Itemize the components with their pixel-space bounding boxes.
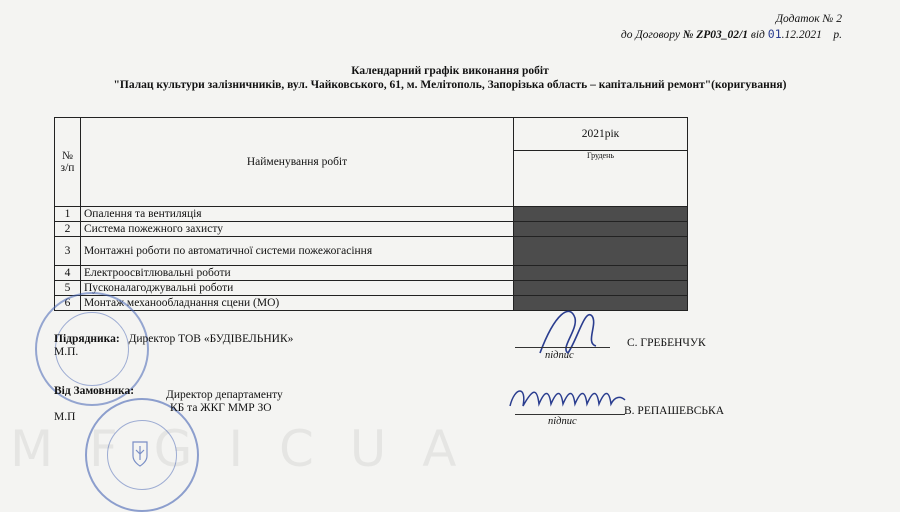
contractor-block [54, 333, 293, 345]
schedule-bar [514, 222, 688, 237]
customer-sign-caption: підпис [548, 416, 577, 427]
customer-block [54, 385, 134, 397]
schedule-bar [514, 266, 688, 281]
annex-title: Додаток № 2 [775, 13, 842, 25]
table-row: 3 Монтажні роботи по автоматичної системи пожежогасіння [55, 237, 688, 266]
table-row: 6 Монтаж механообладнання сцени (МО) [55, 296, 688, 311]
customer-label: Від Замовника: [54, 385, 135, 397]
document-title: Календарний графік виконання робіт "Палац культури залізничників, вул. Чайковського, 61, м. Мелітополь, Запорізька область – капітальний ремонт"(коригування) [113, 65, 787, 91]
schedule-bar [514, 237, 688, 266]
customer-position-1: Директор департаменту [166, 389, 283, 401]
table-row: 1 Опалення та вентиляція [55, 207, 688, 222]
contractor-position: Директор ТОВ «БУДІВЕЛЬНИК» [128, 333, 294, 345]
header-month: Грудень [514, 151, 688, 207]
customer-sign-line [515, 414, 625, 415]
header-work-name: Найменування робіт [81, 118, 514, 207]
annex-header [621, 12, 842, 43]
header-number: № з/п [55, 118, 81, 207]
contractor-label: Підрядника: [54, 333, 120, 345]
background-watermark: M F G I C U A [10, 420, 467, 478]
schedule-bar [514, 207, 688, 222]
handwritten-day: 01 [767, 27, 782, 41]
contractor-sign-line [515, 347, 610, 348]
annex-contract-line: до Договору № ZP03_02/1 від 01.12.2021 р. [620, 27, 842, 41]
contractor-name: С. ГРЕБЕНЧУК [627, 337, 706, 349]
schedule-bar [514, 281, 688, 296]
customer-signature [505, 378, 630, 418]
schedule-table [54, 117, 688, 311]
header-year: 2021рік [514, 118, 688, 151]
table-row: 2 Система пожежного захисту [55, 222, 688, 237]
customer-position-2: КБ та ЖКГ ММР ЗО [170, 402, 272, 414]
customer-name: В. РЕПАШЕВСЬКА [624, 405, 724, 417]
contractor-sign-caption: підпис [545, 350, 574, 361]
contractor-mp: М.П. [54, 346, 79, 358]
customer-mp: М.П [54, 411, 76, 423]
contract-number: № ZP03_02/1 [682, 29, 748, 41]
coat-of-arms-icon [130, 440, 150, 468]
table-row: 4 Електроосвітлювальні роботи [55, 266, 688, 281]
table-row: 5 Пусконалагоджувальні роботи [55, 281, 688, 296]
